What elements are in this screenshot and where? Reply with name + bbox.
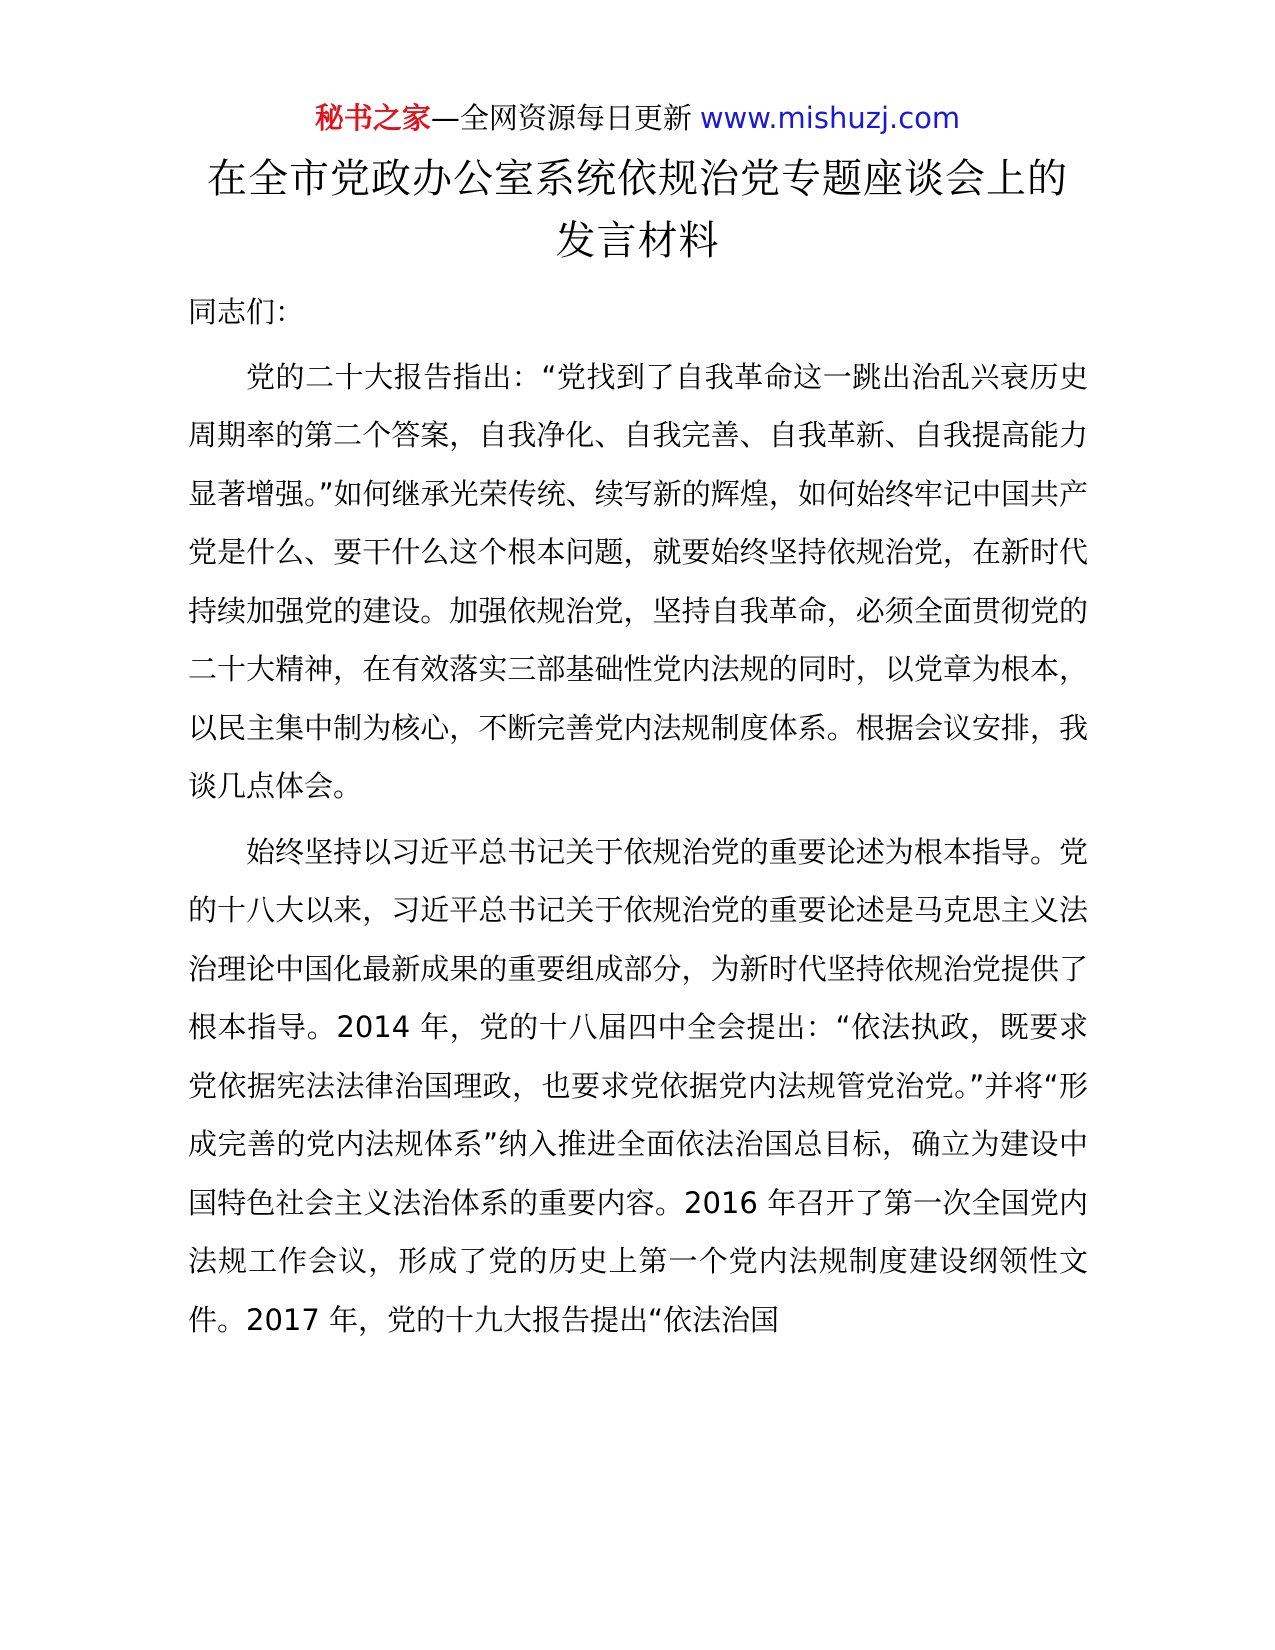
paragraph-1: 党的二十大报告指出：“党找到了自我革命这一跳出治乱兴衰历史周期率的第二个答案，自我净化、自我完善、自我革新、自我提高能力显著增强。”如何继承光荣传统、续写新的辉煌，如何始终牢记中国共产党是什么、要干什么这个根本问题，就要始终坚持依规治党，在新时代持续加强党的建设。加强依规治党，坚持自我革命，必须全面贯彻党的二十大精神，在有效落实三部基础性党内法规的同时，以党章为根本，以民主集中制为核心，不断完善党内法规制度体系。根据会议安排，我谈几点体会。 bbox=[188, 359, 1088, 803]
banner-url-link[interactable]: www.mishuzj.com bbox=[699, 101, 961, 135]
site-banner bbox=[0, 98, 1275, 138]
banner-tagline: —全网资源每日更新 bbox=[430, 101, 692, 135]
banner-brand: 秘书之家 bbox=[314, 101, 431, 135]
paragraph-2: 始终坚持以习近平总书记关于依规治党的重要论述为根本指导。党的十八大以来，习近平总书记关于依规治党的重要论述是马克思主义法治理论中国化最新成果的重要组成部分，为新时代坚持依规治党提供了根本指导。2014 年，党的十八届四中全会提出：“依法执政，既要求党依据宪法法律治国理政，也要求党依据党内法规管党治党。”并将“形成完善的党内法规体系”纳入推进全面依法治国总目标，确立为建设中国特色社会主义法治体系的重要内容。2016 年召开了第一次全国党内法规工作会议，形成了党的历史上第一个党内法规制度建设纲领性文件。2017 年，党的十九大报告提出“依法治国 bbox=[188, 834, 1088, 1337]
document-body bbox=[188, 283, 1088, 1356]
document-title: 在全市党政办公室系统依规治党专题座谈会上的发言材料 bbox=[207, 156, 1068, 264]
salutation: 同志们： bbox=[188, 295, 305, 329]
